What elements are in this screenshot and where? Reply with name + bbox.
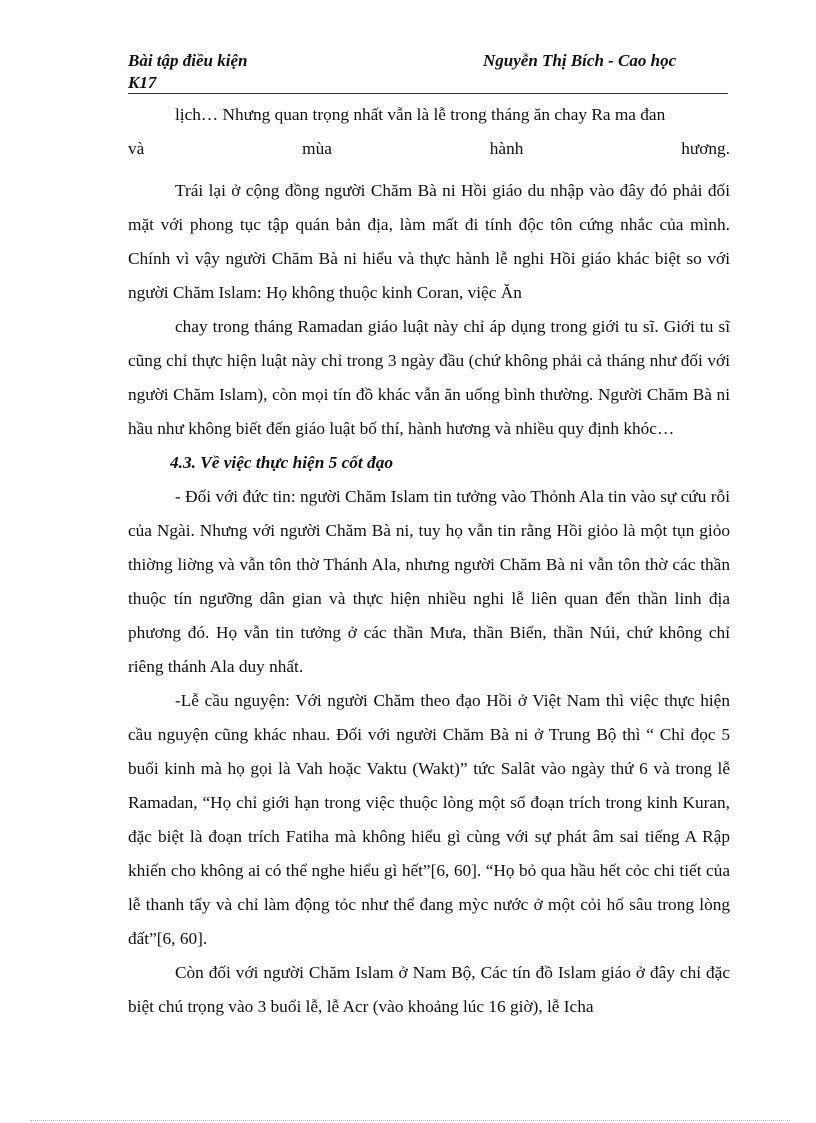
page-bottom-border	[30, 1120, 790, 1121]
header-second-line: K17	[128, 73, 157, 92]
paragraph: Còn đối với người Chăm Islam ở Nam Bộ, Các tín đồ Islam giáo ở đây chỉ đặc biệt chú trọng vào 3 buổi lễ, lễ Acr (vào khoảng lúc 16 giờ), lễ Icha	[128, 963, 730, 1016]
paragraph: và mùa hành hương.	[128, 139, 730, 158]
paragraph: lịch… Nhưng quan trọng nhất vẫn là lễ trong tháng ăn chay Ra ma đan	[175, 105, 666, 124]
document-body	[128, 98, 730, 1024]
paragraph: -Lễ cầu nguyện: Với người Chăm theo đạo Hồi ở Việt Nam thì việc thực hiện cầu nguyện cũng khác nhau. Đối với người Chăm Bà ni ở Trung Bộ thì “ Chỉ đọc 5 buổi kinh mà họ gọi là Vah hoặc Vaktu (Wakt)” tức Salât vào ngày thứ 6 và trong lễ Ramadan, “Họ chỉ giới hạn trong việc thuộc lòng một số đoạn trích trong kinh Kuran, đặc biệt là đoạn trích Fatiha mà không hiểu gì cùng với sự phát âm sai tiếng A Rập khiến cho không ai có thể nghe hiểu gì hết”[6, 60]. “Họ bỏ qua hầu hết cỏc chi tiết của lễ thanh tẩy và chỉ làm động tỏc như thể đang mỳc nước ở một cỏi hố sâu trong lòng đất”[6, 60].	[128, 691, 730, 948]
header-left: Bài tập điều kiện	[128, 51, 248, 70]
paragraph: chay trong tháng Ramadan giáo luật này chỉ áp dụng trong giới tu sĩ. Giới tu sĩ cũng chỉ thực hiện luật này chỉ trong 3 ngày đầu (chứ không phải cả tháng như đối với người Chăm Islam), còn mọi tín đồ khác vẫn ăn uống bình thường. Người Chăm Bà ni hầu như không biết đến giáo luật bố thí, hành hương và nhiều quy định khóc…	[128, 317, 730, 438]
header-right: Nguyễn Thị Bích - Cao học	[483, 51, 677, 70]
header-rule	[128, 93, 728, 94]
section-heading: 4.3. Về việc thực hiện 5 cốt đạo	[170, 453, 393, 472]
paragraph: Trái lại ở cộng đồng người Chăm Bà ni Hồi giáo du nhập vào đây đó phải đối mặt với phong tục tập quán bản địa, làm mất đi tính độc tôn cứng nhắc của mình. Chính vì vậy người Chăm Bà ni hiểu và thực hành lễ nghi Hồi giáo khác biệt so với người Chăm Islam: Họ không thuộc kinh Coran, việc Ăn	[128, 181, 730, 302]
paragraph: - Đối với đức tin: người Chăm Islam tin tưởng vào Thỏnh Ala tin vào sự cứu rỗi của Ngài. Nhưng với người Chăm Bà ni, tuy họ vẫn tin rằng Hồi giỏo là một tụn giỏo thiờng liờng và vẫn tôn thờ Thánh Ala, nhưng người Chăm Bà ni vẫn tôn thờ các thần thuộc tín ngưỡng dân gian và thực hiện nhiều nghi lễ liên quan đến thần linh địa phương đó. Họ vẫn tin tưởng ở các thần Mưa, thần Biển, thần Núi, chứ không chỉ riêng thánh Ala duy nhất.	[128, 487, 730, 676]
